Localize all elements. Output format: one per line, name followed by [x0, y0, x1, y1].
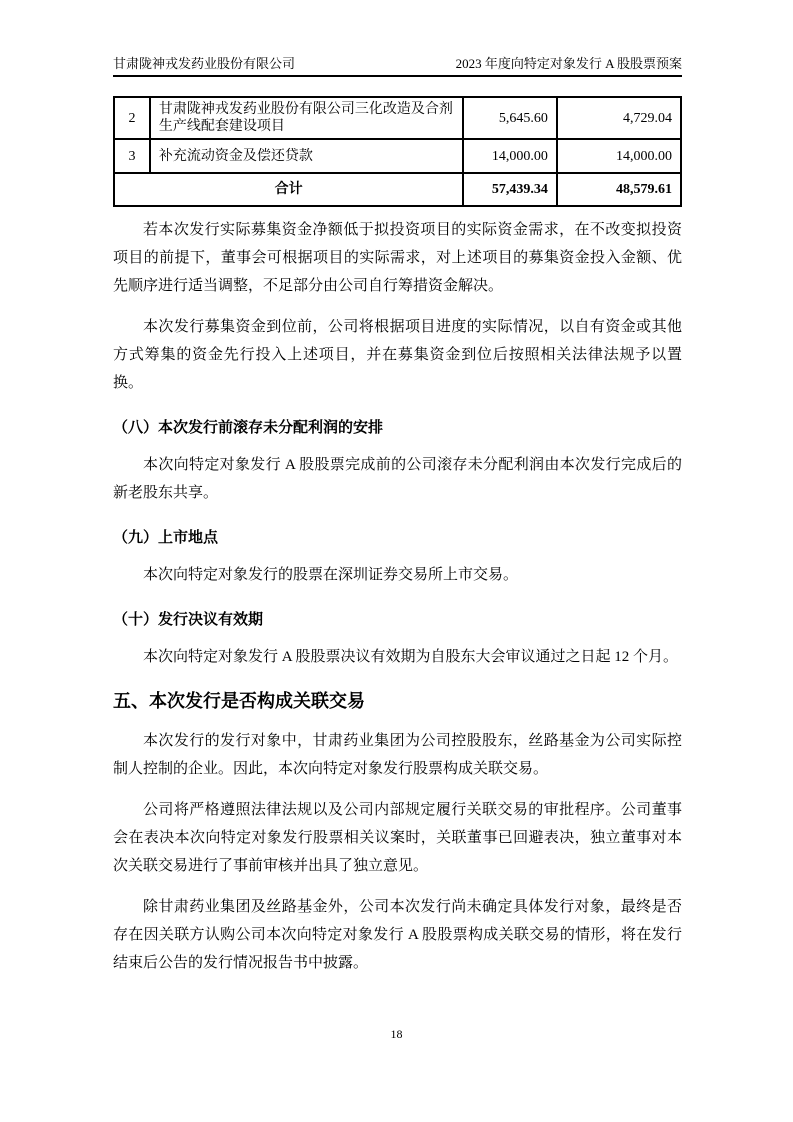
header-company-name: 甘肃陇神戎发药业股份有限公司: [113, 56, 296, 71]
invest-amount-cell: 5,645.60: [463, 97, 557, 139]
raise-amount-cell: 4,729.04: [557, 97, 681, 139]
header-doc-title: 2023 年度向特定对象发行 A 股股票预案: [455, 56, 682, 71]
page-footer: [0, 1026, 793, 1042]
invest-amount-cell: 14,000.00: [463, 139, 557, 173]
paragraph-fund-adjustment: 若本次发行实际募集资金净额低于拟投资项目的实际资金需求，在不改变拟投资项目的前提下，董事会可根据项目的实际需求，对上述项目的募集资金投入金额、优先顺序进行适当调整，不足部分由公司自行筹措资金解决。: [113, 222, 682, 294]
page-header: [113, 56, 682, 77]
page-number: 18: [390, 1027, 403, 1041]
project-name-cell: 甘肃陇神戎发药业股份有限公司三化改造及合剂生产线配套建设项目: [150, 97, 463, 139]
table-row: [114, 139, 681, 173]
total-label-cell: 合计: [114, 173, 463, 206]
fundraising-projects-table: [113, 96, 682, 207]
paragraph-related-transaction-2: 公司将严格遵照法律法规以及公司内部规定履行关联交易的审批程序。公司董事会在表决本次向特定对象发行股票相关议案时，关联董事已回避表决，独立董事对本次关联交易进行了事前审核并出具了独立意见。: [113, 802, 682, 874]
paragraph-related-transaction-3: 除甘肃药业集团及丝路基金外，公司本次发行尚未确定具体发行对象，最终是否存在因关联方认购公司本次向特定对象发行 A 股股票构成关联交易的情形，将在发行结束后公告的发行情况报告书中披露。: [113, 899, 682, 971]
row-number-cell: 3: [114, 139, 150, 173]
heading-section-10: （十）发行决议有效期: [113, 611, 264, 628]
total-invest-amount-cell: 57,439.34: [463, 173, 557, 206]
table-row: [114, 97, 681, 139]
heading-chapter-5: 五、本次发行是否构成关联交易: [113, 691, 365, 711]
heading-section-8: （八）本次发行前滚存未分配利润的安排: [113, 419, 384, 436]
paragraph-listing-venue: 本次向特定对象发行的股票在深圳证券交易所上市交易。: [143, 567, 519, 583]
paragraph-fund-replacement: 本次发行募集资金到位前，公司将根据项目进度的实际情况，以自有资金或其他方式筹集的资金先行投入上述项目，并在募集资金到位后按照相关法律法规予以置换。: [113, 319, 682, 391]
paragraph-related-transaction-1: 本次发行的发行对象中，甘肃药业集团为公司控股股东，丝路基金为公司实际控制人控制的企业。因此，本次向特定对象发行股票构成关联交易。: [113, 733, 682, 777]
paragraph-retained-profit: 本次向特定对象发行 A 股股票完成前的公司滚存未分配利润由本次发行完成后的新老股东共享。: [113, 457, 682, 501]
table-total-row: [114, 173, 681, 206]
heading-section-9: （九）上市地点: [113, 529, 219, 546]
paragraph-resolution-validity: 本次向特定对象发行 A 股股票决议有效期为自股东大会审议通过之日起 12 个月。: [143, 649, 679, 665]
row-number-cell: 2: [114, 97, 150, 139]
project-name-cell: 补充流动资金及偿还贷款: [150, 139, 463, 173]
raise-amount-cell: 14,000.00: [557, 139, 681, 173]
total-raise-amount-cell: 48,579.61: [557, 173, 681, 206]
